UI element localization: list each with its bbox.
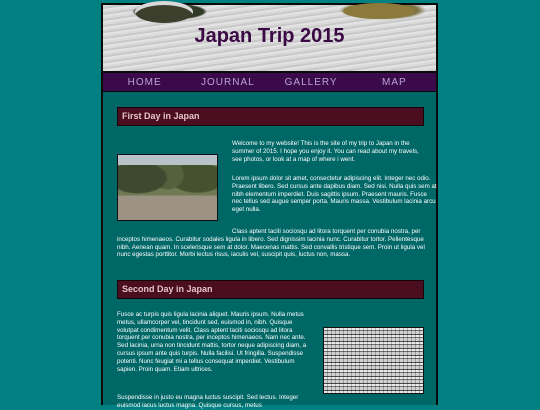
day1-paragraph-2: Lorem ipsum dolor sit amet, consectetur adipiscing elit. Integer nec odio. Praesent libero. Sed cursus ante dapibus diam. Sed nisi. Nulla quis sem at nibh elementum imperdiet. Duis sagittis ipsum. Praesent mauris. Fusce nec tellus sed augue semper porta. Mauris massa. Vestibulum lacinia arcu eget nulla.	[232, 175, 437, 214]
rock-image-right	[343, 3, 415, 19]
page-container	[101, 3, 438, 409]
main-nav	[103, 73, 436, 92]
day2-paragraph-2: Suspendisse in justo eu magna luctus suscipit. Sed lectus. Integer euismod lacus luctus magna. Quisque cursus, metus	[117, 394, 299, 409]
photo-building	[323, 327, 424, 394]
main-content	[103, 95, 437, 409]
nav-map[interactable]: MAP	[382, 77, 407, 88]
site-title: Japan Trip 2015	[194, 25, 345, 47]
rock-image-left	[135, 1, 193, 23]
photo-park-trees	[117, 154, 218, 221]
section-heading-day2: Second Day in Japan	[117, 280, 424, 299]
section-heading-day1: First Day in Japan	[117, 107, 424, 126]
nav-gallery[interactable]: GALLERY	[284, 77, 338, 88]
day2-paragraph-1: Fusce ac turpis quis ligula lacinia aliquet. Mauris ipsum. Nulla metus metus, ullamcorper vel, tincidunt sed, euismod in, nibh. Quisque volutpat condimentum velit. Class aptent taciti sociosqu ad litora torquent per conubia nostra, per inceptos himenaeos. Nam nec ante. Sed lacinia, urna non tincidunt mattis, tortor neque adipiscing diam, a cursus ipsum ante quis turpis. Nulla facilisi. Ut fringilla. Suspendisse potenti. Nunc feugiat mi a tellus consequat imperdiet. Vestibulum sapien. Proin quam. Etiam ultrices.	[117, 311, 307, 373]
intro-paragraph: Welcome to my website! This is the site of my trip to Japan in the summer of 2015. I hope you enjoy it. You can read about my travels, see photos, or look at a map of where i went.	[232, 140, 419, 163]
nav-journal[interactable]: JOURNAL	[201, 77, 255, 88]
header-banner	[103, 5, 436, 73]
nav-home[interactable]: HOME	[127, 77, 162, 88]
day1-paragraph-3: Class aptent taciti sociosqu ad litora torquent per conubia nostra, per inceptos himenaeos. Curabitur sodales ligula in libero. Sed dignissim lacinia nunc. Curabitur tortor. Pellentesque nibh. Aenean quam. In scelerisque sem at dolor. Maecenas mattis. Sed convallis tristique sem. Proin ut ligula vel nunc egestas porttitor. Morbi lectus risus, iaculis vel, suscipit quis, luctus non, massa.	[117, 228, 425, 259]
